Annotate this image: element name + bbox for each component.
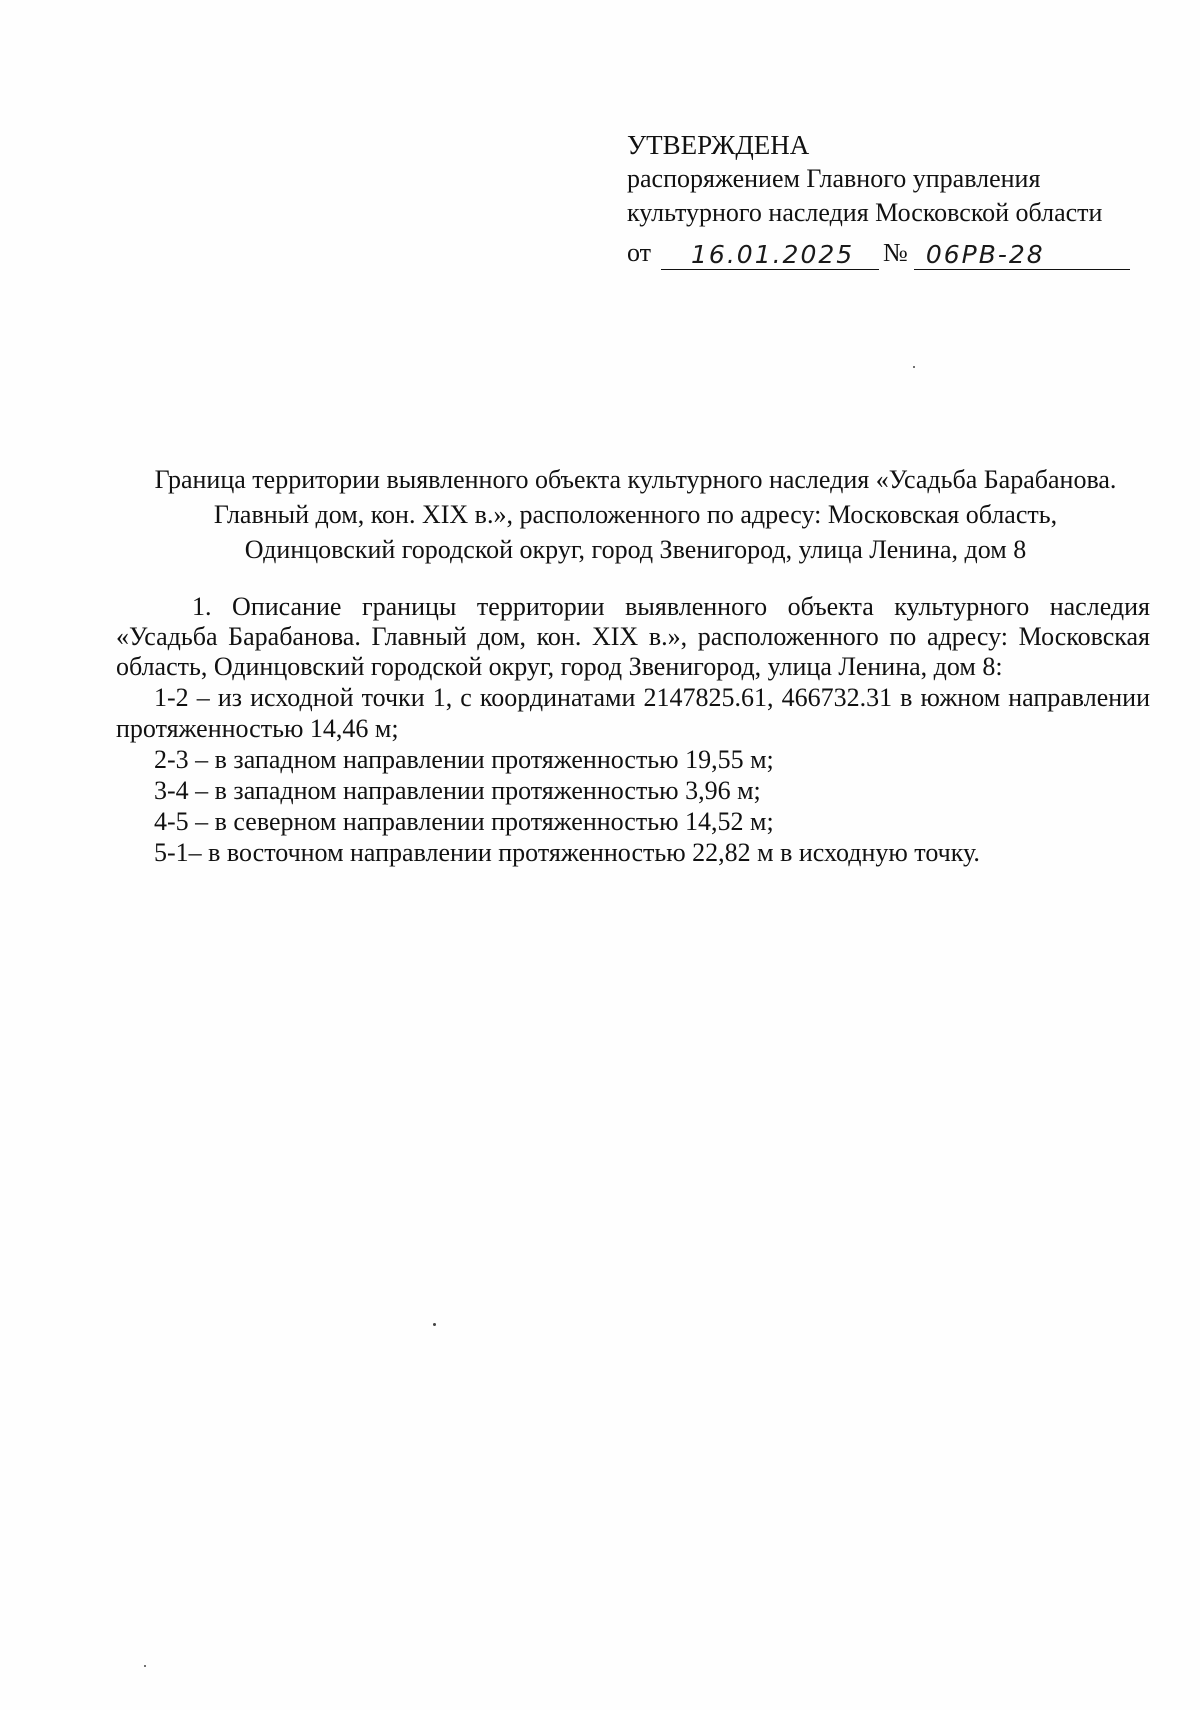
from-label: от [627,238,652,267]
approval-date-line [627,230,1167,270]
document-title: Граница территории выявленного объекта культурного наследия «Усадьба Барабанова. Главный дом, кон. XIX в.», расположенного по адресу: Московская область, Одинцовский городской округ, город Звенигород, улица Ленина, дом 8 [154,465,1117,564]
number-sign: № [883,238,908,267]
approval-line-1: распоряжением Главного управления [627,164,1041,193]
section-intro: 1. Описание границы территории выявленного объекта культурного наследия «Усадьба Барабанова. Главный дом, кон. XIX в.», расположенного по адресу: Московская область, Одинцовский городской округ, город Звенигород, улица Ленина, дом 8: [116,592,1150,681]
scan-speck [144,1665,146,1667]
boundary-segment: 2-3 – в западном направлении протяженностью 19,55 м; [154,745,774,774]
boundary-segment: 3-4 – в западном направлении протяженностью 3,96 м; [154,776,761,805]
boundary-segment: 4-5 – в северном направлении протяженностью 14,52 м; [154,807,774,836]
boundary-segment: 1-2 – из исходной точки 1, с координатами 2147825.61, 466732.31 в южном направлении протяженностью 14,46 м; [116,683,1150,743]
boundary-segment: 5-1– в восточном направлении протяженностью 22,82 м в исходную точку. [154,838,980,867]
approval-heading: УТВЕРЖДЕНА [627,130,810,160]
scan-speck [433,1323,436,1326]
boundary-description [116,592,1150,868]
approval-block [627,128,1167,270]
handwritten-number: 06РВ-28 [914,241,1130,270]
handwritten-date: 16.01.2025 [661,241,879,270]
scan-speck [913,366,915,368]
approval-line-2: культурного наследия Московской области [627,198,1103,227]
